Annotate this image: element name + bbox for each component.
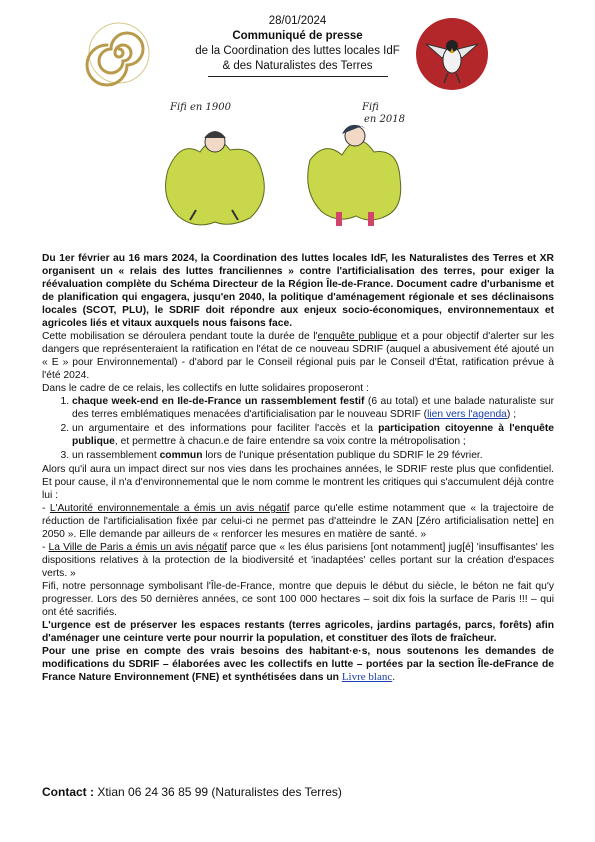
header-line-2: & des Naturalistes des Terres: [222, 60, 373, 72]
illustration-label-2018-a: Fifi: [362, 102, 379, 113]
mobilisation-paragraph: [42, 330, 554, 382]
autorite-avis-link[interactable]: L'Autorité environnementale a émis un avis négatif: [49, 503, 290, 514]
list-item: [72, 395, 554, 421]
intro-paragraph: Du 1er février au 16 mars 2024, la Coordination des luttes locales IdF, les Naturalistes des Terres et XR organisent un « relais des luttes franciliennes » contre l'artificialisation des terres, pour exiger la réévaluation complète du Schéma Directeur de la Région Île-de-France. Document cadre d'urbanisme et de planification qui engagera, jusqu'en 2040, la politique d'aménagement régionale et ses déclinaisons locales (SCOT, PLU), le SDRIF doit répondre aux enjeux socio-économiques, environnementaux et agricoles liés et vitaux auxquels nous faisons face.: [42, 253, 554, 329]
text-span: (6 au total) et une balade naturaliste sur des terres emblématiques menacées d'artificialisation par le nouveau SDRIF (: [72, 396, 554, 420]
relais-intro: Dans le cadre de ce relais, les collectifs en lutte solidaires proposeront :: [42, 383, 369, 394]
fifi-1900-illustration: [160, 100, 270, 230]
fifi-paragraph: Fifi, notre personnage symbolisant l'Île-de-France, montre que depuis le début du siècle, le béton ne fait qu'y progresser. Lors des 50 dernières années, ce sont 100 000 hectares – soit dix fois la surface de Paris !!! – qui ont été sacrifiés.: [42, 581, 554, 618]
text-span: -: [42, 542, 49, 553]
bold-span: commun: [159, 450, 203, 461]
enquete-publique-link[interactable]: enquête publique: [317, 331, 398, 342]
agenda-link[interactable]: lien vers l'agenda: [427, 409, 507, 420]
contact-value: Xtian 06 24 36 85 99 (Naturalistes des Terres): [94, 785, 342, 799]
text-span: un argumentaire et des informations pour faciliter l'accès et la: [72, 423, 379, 434]
bold-span: chaque week-end en Ile-de-France un rassemblement festif: [72, 396, 365, 407]
header-rule: [208, 76, 388, 77]
sdrif-critique-paragraph: Alors qu'il aura un impact direct sur nos vies dans les prochaines années, le SDRIF reste plus que confidentiel. Et pour cause, il n'a d'environnemental que le nom comme le montrent les critiques qui s'accumulent déjà contre lui :: [42, 464, 554, 501]
release-title: Communiqué de presse: [232, 30, 363, 42]
bold-span: participation citoyenne à l'enquête publique: [72, 423, 554, 447]
livre-blanc-link[interactable]: Livre blanc: [341, 671, 393, 683]
press-release-body: [42, 252, 554, 684]
text-span: ) ;: [506, 409, 517, 420]
text-span: Cette mobilisation se déroulera pendant toute la durée de l': [42, 331, 318, 342]
illustration-label-1900: Fifi en 1900: [170, 102, 231, 113]
urgence-paragraph: L'urgence est de préserver les espaces restants (terres agricoles, jardins partagés, parcs, forêts) afin d'aménager une ceinture verte pour nourrir la population, et constituer des îlots de fraîcheur.: [42, 620, 554, 644]
bold-span: Pour une prise en compte des vrais besoins des habitant·e·s, nous soutenons les demandes de modifications du SDRIF – élaborées avec les collectifs en lutte – portées par la section Île-deFrance de France Nature Environnement (FNE) et synthétisées dans un: [42, 646, 554, 683]
header-line-1: de la Coordination des luttes locales IdF: [195, 45, 400, 57]
text-span: -: [42, 503, 50, 514]
paris-paragraph: [42, 541, 554, 580]
list-item: [72, 449, 554, 462]
text-span: un rassemblement: [72, 450, 160, 461]
paris-avis-link[interactable]: La Ville de Paris a émis un avis négatif: [48, 542, 228, 553]
illustration-label-2018-b: en 2018: [364, 114, 405, 125]
text-span: , et permettre à chacun.e de faire entendre sa voix contre la métropolisation ;: [114, 436, 466, 447]
livre-blanc-paragraph: [42, 645, 554, 684]
text-span: parce que « les élus parisiens [ont notamment] jug[é] 'insuffisantes' les dispositions relatives à la protection de la biodiversité et 'inadaptées' celles portant sur la création d'espaces verts. »: [42, 542, 554, 579]
coordination-logo: [84, 18, 154, 88]
contact-line: [42, 785, 342, 799]
text-span: lors de l'unique présentation publique du SDRIF le 29 février.: [202, 450, 483, 461]
autorite-paragraph: [42, 502, 554, 541]
contact-label: Contact :: [42, 785, 94, 799]
naturalistes-logo: [412, 14, 492, 94]
list-item: [72, 422, 554, 448]
actions-list: [42, 395, 554, 462]
text-span: parce qu'elle estime notamment que « la trajectoire de réduction de l'artificialisation fixée par celui-ci ne permet pas d'atteindre le ZAN [Zéro artificialisation nette] en 2050 ». Elle demande par ailleurs de « renforcer les mesures en matière de santé. »: [42, 503, 554, 540]
fifi-2018-illustration: [300, 100, 410, 230]
text-span: .: [392, 672, 396, 683]
release-date: 28/01/2024: [268, 15, 327, 27]
text-span: et a pour objectif d'alerter sur les dangers que représenteraient la ratification en l'état de ce nouveau SDRIF (auquel a abusivement été ajouté un « E » pour Environnemental) - d'abord par le Conseil régional puis par le Conseil d'État, ratification prévue à l'été 2024.: [42, 331, 554, 381]
